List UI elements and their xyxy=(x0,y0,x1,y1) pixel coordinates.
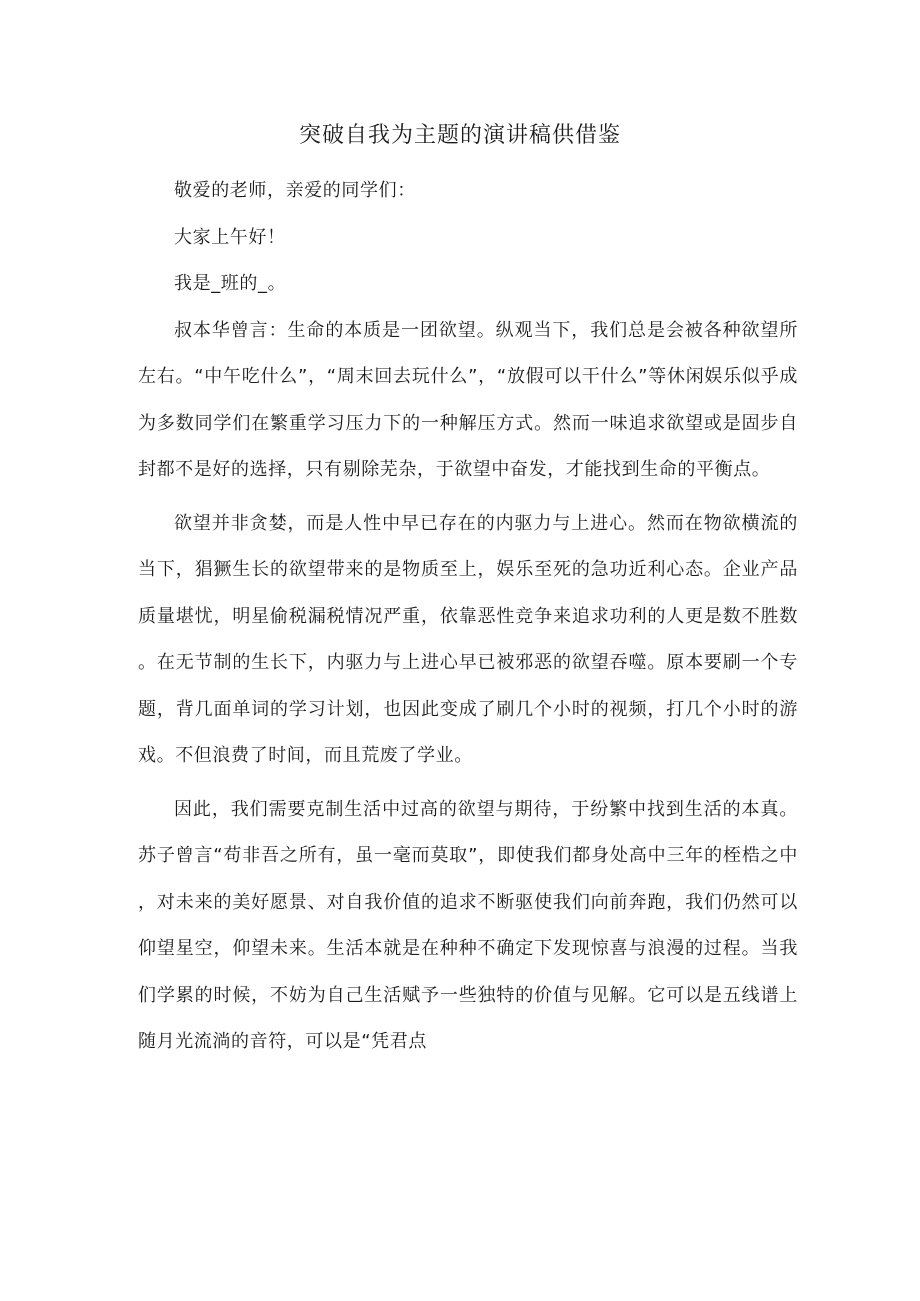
body-paragraph: 因此，我们需要克制生活中过高的欲望与期待，于纷繁中找到生活的本真。苏子曾言“苟非吾之所有，虽一毫而莫取”，即使我们都身处高中三年的桎梏之中，对未来的美好愿景、对自我价值的追求不断驱使我们向前奔跑，我们仍然可以仰望星空，仰望未来。生活本就是在种种不确定下发现惊喜与浪漫的过程。当我们学累的时候，不妨为自己生活赋予一些独特的价值与见解。它可以是五线谱上随月光流淌的音符，可以是“凭君点 xyxy=(138,798,798,1052)
greeting-paragraph: 大家上午好！ xyxy=(174,226,286,248)
self-introduction-paragraph: 我是_班的_。 xyxy=(174,273,287,294)
body-paragraph: 欲望并非贪婪，而是人性中早已存在的内驱力与上进心。然而在物欲横流的当下，猖獗生长的欲望带来的是物质至上，娱乐至死的急功近利心态。企业产品质量堪忧，明星偷税漏税情况严重，依靠恶性竞争来追求功利的人更是数不胜数。在无节制的生长下，内驱力与上进心早已被邪恶的欲望吞噬。原本要刷一个专题，背几面单词的学习计划，也因此变成了刷几个小时的视频，打几个小时的游戏。不但浪费了时间，而且荒废了学业。 xyxy=(138,512,798,766)
document-body xyxy=(138,168,798,1066)
body-paragraph: 叔本华曾言：生命的本质是一团欲望。纵观当下，我们总是会被各种欲望所左右。“中午吃什么”，“周末回去玩什么”，“放假可以干什么”等休闲娱乐似乎成为多数同学们在繁重学习压力下的一种解压方式。然而一味追求欲望或是固步自封都不是好的选择，只有剔除芜杂，于欲望中奋发，才能找到生命的平衡点。 xyxy=(138,319,798,480)
salutation-paragraph: 敬爱的老师，亲爱的同学们： xyxy=(174,180,416,201)
document-title: 突破自我为主题的演讲稿供借鉴 xyxy=(298,123,621,148)
